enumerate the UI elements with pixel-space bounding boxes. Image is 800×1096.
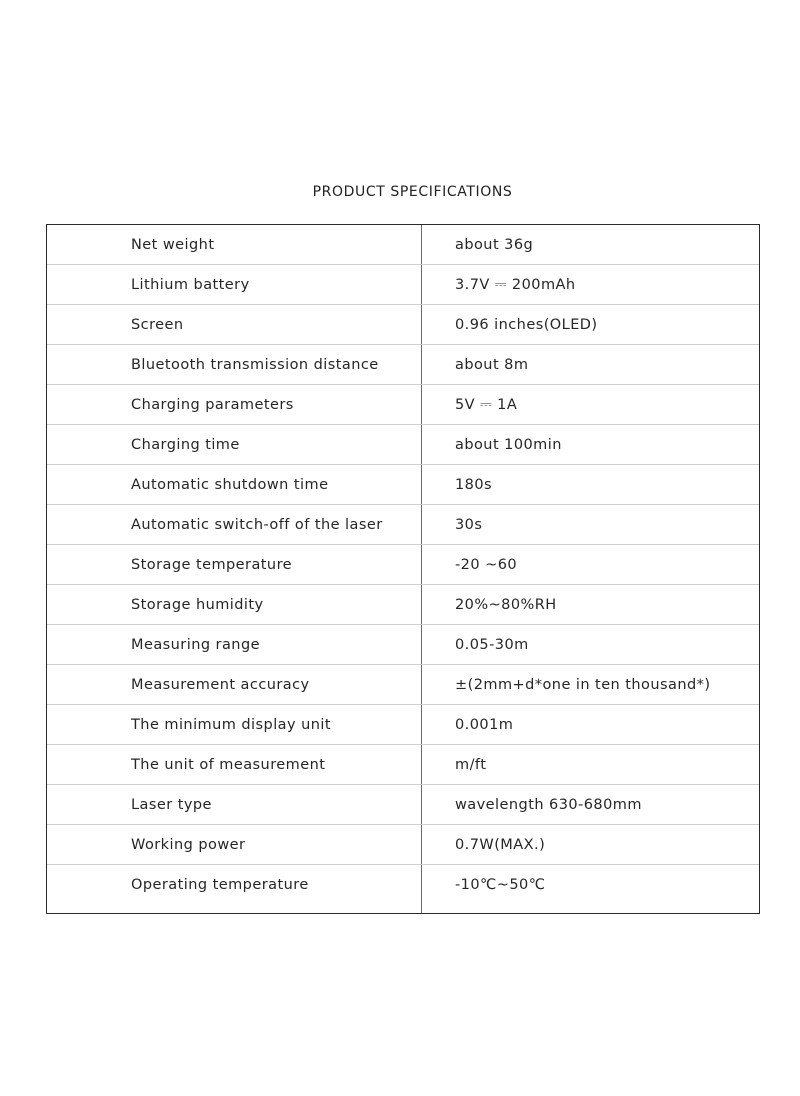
spec-label: Lithium battery [131, 277, 250, 293]
spec-label: Storage humidity [131, 597, 264, 613]
spec-label: Measurement accuracy [131, 677, 310, 693]
table-row [47, 705, 759, 745]
spec-value: 0.7W(MAX.) [455, 837, 546, 853]
spec-label: Laser type [131, 797, 212, 813]
table-row [47, 385, 759, 425]
table-row [47, 865, 759, 905]
spec-value: about 100min [455, 437, 562, 453]
spec-value: 0.96 inches(OLED) [455, 317, 598, 333]
table-row [47, 425, 759, 465]
spec-value: m/ft [455, 757, 487, 773]
spec-value: -20 ~60 [455, 557, 518, 573]
spec-value: 5V ⎓ 1A [455, 397, 518, 413]
spec-value: -10℃~50℃ [455, 877, 546, 893]
table-row [47, 465, 759, 505]
page-title: PRODUCT SPECIFICATIONS [312, 184, 513, 200]
spec-label: Operating temperature [131, 877, 309, 893]
spec-value: 180s [455, 477, 493, 493]
spec-value: 20%~80%RH [455, 597, 557, 613]
table-row [47, 625, 759, 665]
spec-value: wavelength 630-680mm [455, 797, 642, 813]
spec-label: Automatic shutdown time [131, 477, 329, 493]
table-row [47, 785, 759, 825]
spec-value: 0.001m [455, 717, 514, 733]
spec-value: 30s [455, 517, 483, 533]
spec-value: ±(2mm+d*one in ten thousand*) [455, 677, 711, 693]
table-row [47, 305, 759, 345]
spec-label: Automatic switch-off of the laser [131, 517, 383, 533]
table-row [47, 265, 759, 305]
table-row [47, 225, 759, 265]
table-row [47, 585, 759, 625]
spec-label: The unit of measurement [131, 757, 326, 773]
spec-label: Bluetooth transmission distance [131, 357, 379, 373]
spec-label: Measuring range [131, 637, 260, 653]
spec-label: Screen [131, 317, 184, 333]
spec-value: 0.05-30m [455, 637, 529, 653]
table-row [47, 545, 759, 585]
table-row [47, 745, 759, 785]
spec-label: Net weight [131, 237, 215, 253]
spec-label: Charging time [131, 437, 240, 453]
spec-label: Storage temperature [131, 557, 293, 573]
spec-label: The minimum display unit [131, 717, 331, 733]
table-row [47, 345, 759, 385]
spec-label: Charging parameters [131, 397, 294, 413]
spec-label: Working power [131, 837, 246, 853]
spec-value: about 36g [455, 237, 534, 253]
table-row [47, 665, 759, 705]
spec-table [46, 224, 760, 914]
table-row [47, 825, 759, 865]
spec-value: about 8m [455, 357, 529, 373]
table-row [47, 505, 759, 545]
spec-value: 3.7V ⎓ 200mAh [455, 277, 576, 293]
